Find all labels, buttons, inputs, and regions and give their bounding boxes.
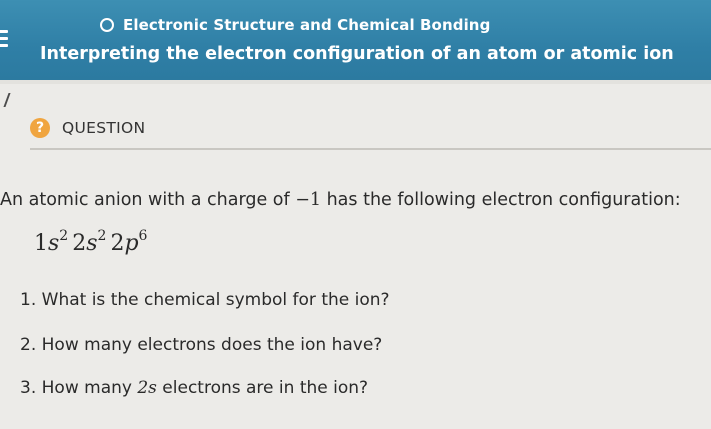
topic-row (100, 14, 490, 36)
config-term: $1s^2$ (34, 228, 69, 256)
collapse-chevron-icon[interactable] (3, 93, 14, 107)
question-text: What is the chemical symbol for the ion? (41, 290, 390, 310)
question-number: 1. (20, 290, 37, 310)
stem-text-before: An atomic anion with a charge of (0, 190, 296, 210)
problem-stem (0, 190, 681, 210)
question-text: How many electrons does the ion have? (41, 335, 383, 355)
question-text-before: How many (41, 378, 138, 398)
page-subtitle: Interpreting the electron configuration of an atom or atomic ion (40, 44, 674, 64)
progress-divider (0, 80, 711, 84)
section-divider (30, 148, 711, 150)
question-heading (30, 118, 145, 138)
question-mark-icon[interactable]: ? (30, 118, 50, 138)
question-number: 2. (20, 335, 37, 355)
topic-radio-icon (100, 18, 114, 32)
topic-header (0, 0, 711, 80)
question-item-3 (20, 378, 368, 398)
ion-charge: −1 (295, 190, 322, 210)
question-item-2 (20, 335, 382, 355)
stem-text-after: has the following electron configuration: (321, 190, 681, 210)
topic-title: Electronic Structure and Chemical Bonding (123, 16, 491, 34)
config-term: $2p^6$ (110, 228, 148, 256)
config-term: $2s^2$ (72, 228, 107, 256)
electron-configuration (34, 228, 151, 256)
menu-icon[interactable] (0, 30, 8, 48)
question-label: QUESTION (62, 119, 146, 137)
subshell-label: 2s (137, 378, 157, 398)
question-item-1 (20, 290, 390, 310)
question-number: 3. (20, 378, 37, 398)
question-text-after: electrons are in the ion? (156, 378, 369, 398)
